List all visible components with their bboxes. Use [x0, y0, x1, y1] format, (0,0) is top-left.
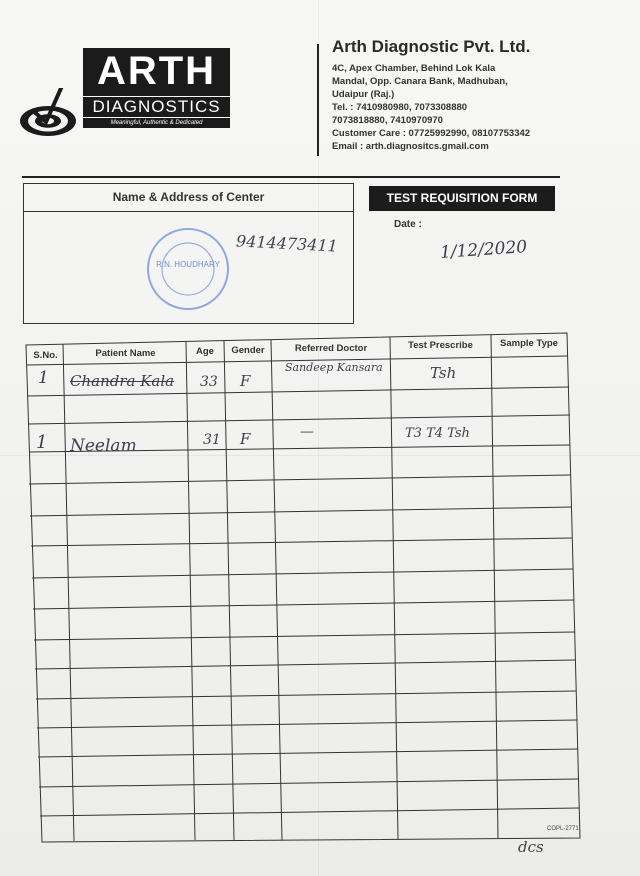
- row1-gender: F: [240, 372, 251, 390]
- address-line: 4C, Apex Chamber, Behind Lok Kala: [332, 63, 496, 74]
- row2-sno: 1: [36, 432, 48, 453]
- logo-subtitle: DIAGNOSTICS: [83, 96, 230, 118]
- table-header-referred-doctor: Referred Doctor: [294, 343, 368, 354]
- row2-referred-doctor: —: [300, 424, 314, 440]
- row1-sno: 1: [38, 368, 49, 388]
- stamp-text: R.N. HOUDHARY: [156, 260, 220, 269]
- address-line: Udaipur (Raj.): [332, 89, 395, 100]
- center-phone: 9414473411: [235, 231, 339, 256]
- form-title: TEST REQUISITION FORM: [369, 186, 555, 211]
- date-label: Date :: [394, 219, 422, 230]
- table-header-gender: Gender: [231, 345, 265, 356]
- company-name: Arth Diagnostic Pvt. Ltd.: [332, 37, 531, 56]
- form-code: COPL-2771: [547, 826, 579, 832]
- row2-patient-name: Neelam: [70, 436, 137, 456]
- table-header-sample-type: Sample Type: [500, 338, 558, 349]
- logo-wordmark: ARTH: [96, 49, 217, 93]
- row1-referred-doctor: Sandeep Kansara: [285, 361, 383, 374]
- row2-test-prescribe: T3 T4 Tsh: [405, 426, 470, 441]
- table-header-age: Age: [196, 346, 214, 357]
- row2-age: 31: [203, 432, 221, 448]
- table-header-test-prescribe: Test Prescribe: [408, 340, 473, 351]
- date-value: 1/12/2020: [439, 236, 528, 264]
- address-line: Email : arth.diagnositcs.gmail.com: [332, 141, 489, 152]
- address-line: 7073818880, 7410970970: [332, 115, 443, 126]
- address-line: Customer Care : 07725992990, 08107753342: [332, 128, 531, 139]
- address-line: Mandal, Opp. Canara Bank, Madhuban,: [332, 76, 508, 87]
- address-line: Tel. : 7410980980, 7073308880: [332, 102, 468, 113]
- row1-age: 33: [200, 374, 218, 390]
- center-box-title: Name & Address of Center: [24, 184, 353, 212]
- row1-test-prescribe: Tsh: [430, 364, 457, 382]
- table-header-patient-name: Patient Name: [95, 348, 156, 359]
- row1-patient-name: Chandra Kala: [70, 372, 175, 390]
- row2-gender: F: [240, 430, 251, 448]
- logo-tagline: Meaningful, Authentic & Dedicated: [110, 120, 203, 126]
- handwritten-initials: dcs: [518, 838, 544, 856]
- table-header-sno: S.No.: [33, 350, 58, 361]
